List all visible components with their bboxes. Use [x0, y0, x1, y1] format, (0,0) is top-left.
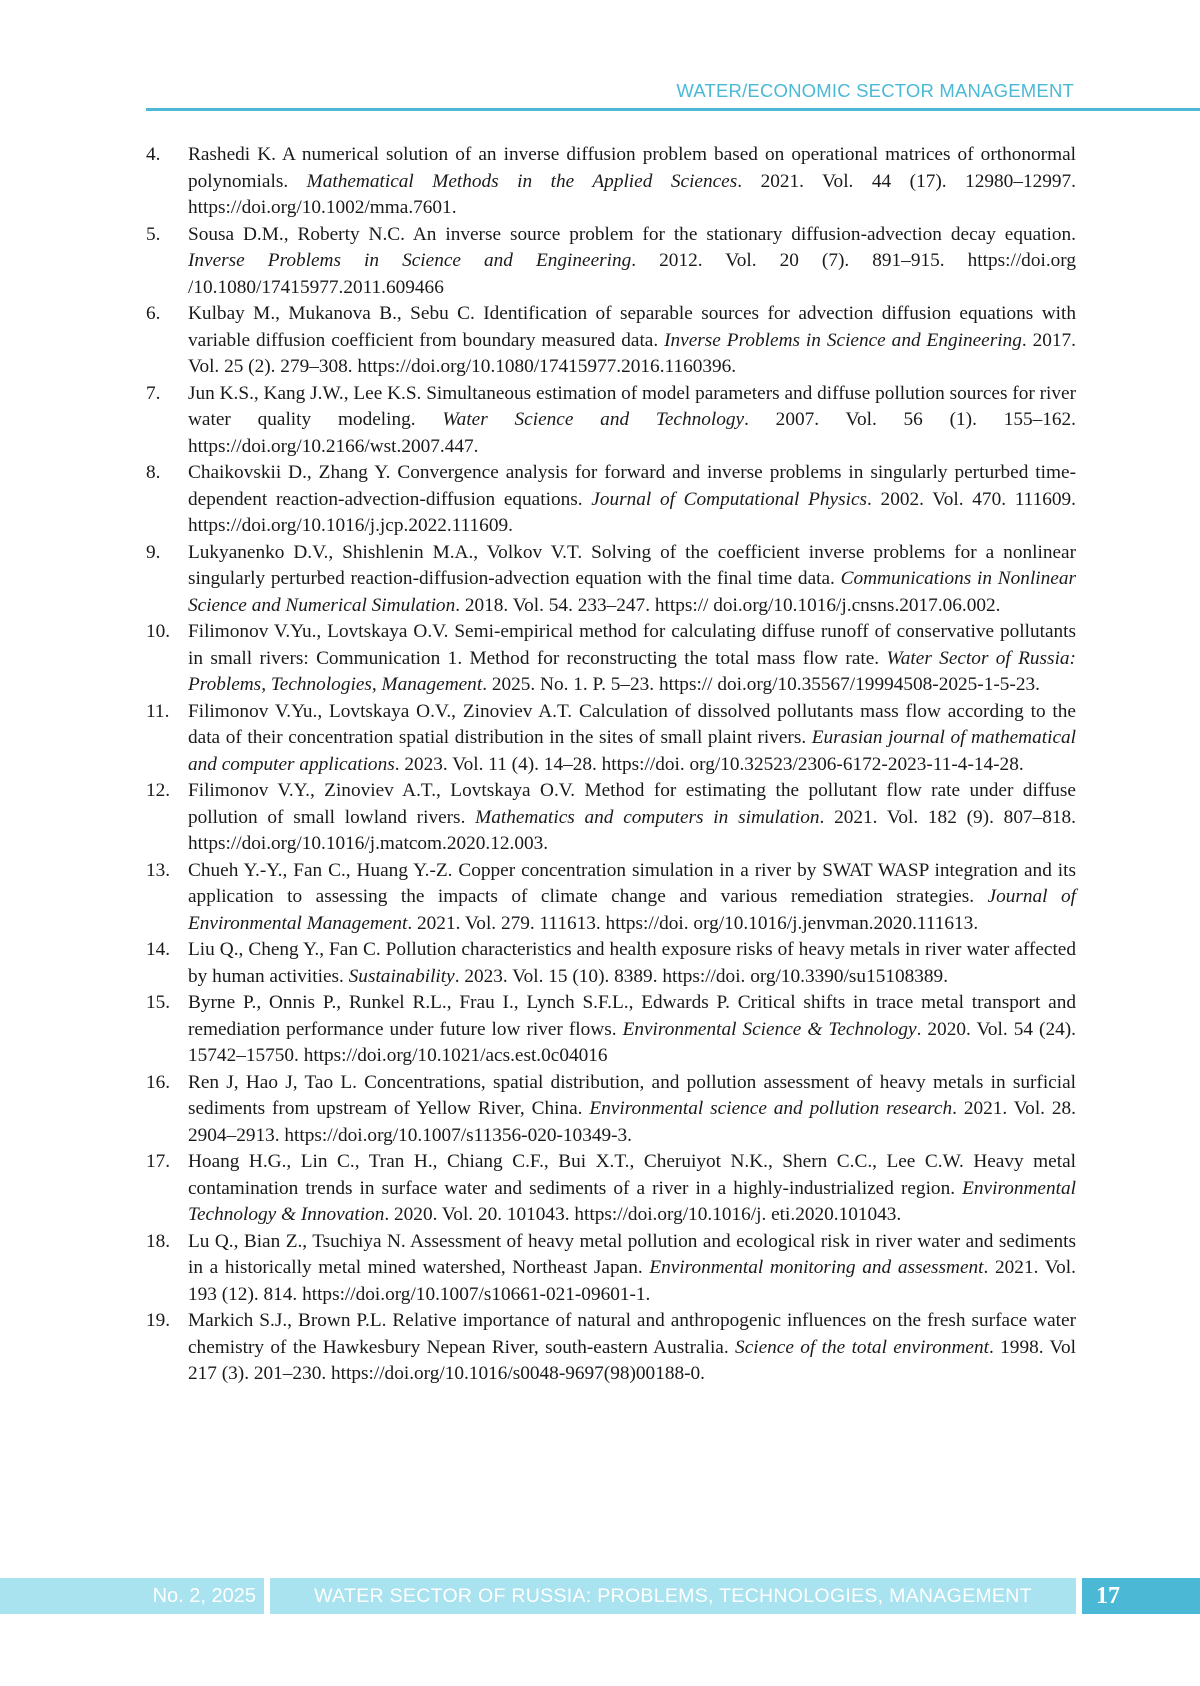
- reference-text: Filimonov V.Yu., Lovtskaya O.V., Zinoviev A.T. Calculation of dissolved pollutants mass flow according to the data of their concentration spatial distribution in the sites of small plaint rivers.: [188, 700, 1076, 748]
- reference-item: [146, 1149, 1076, 1229]
- reference-journal: Sustainability: [348, 965, 455, 987]
- reference-journal: Mathematical Methods in the Applied Sciences: [306, 170, 738, 192]
- reference-text: Lu Q., Bian Z., Tsuchiya N. Assessment of heavy metal pollution and ecological risk in river water and sediments in a historically metal mined watershed, Northeast Japan.: [188, 1230, 1076, 1278]
- reference-journal: Journal of Computational Physics: [591, 488, 868, 510]
- reference-number: 12.: [146, 780, 171, 801]
- reference-item: [146, 460, 1076, 540]
- reference-number: 11.: [146, 700, 170, 722]
- reference-journal: Science of the total environment: [735, 1336, 989, 1358]
- page-footer: [0, 1578, 1200, 1614]
- reference-item: [146, 990, 1076, 1070]
- reference-text: Liu Q., Cheng Y., Fan C. Pollution characteristics and health exposure risks of heavy metals in river water affected by human activities.: [188, 939, 1076, 987]
- reference-number: 6.: [146, 303, 161, 324]
- reference-number: 5.: [146, 223, 161, 245]
- reference-item: [146, 142, 1076, 222]
- reference-details: . 2020. Vol. 20. 101043. https://doi.org/10.1016/j. eti.2020.101043.: [384, 1204, 902, 1225]
- page-number: 17: [1082, 1578, 1200, 1614]
- reference-details: . 2002. Vol. 470. 111609. https://doi.org/10.1016/j.jcp.2022.111609.: [188, 488, 1076, 536]
- reference-text: Byrne P., Onnis P., Runkel R.L., Frau I., Lynch S.F.L., Edwards P. Critical shifts in trace metal transport and remediation performance under future low river flows.: [188, 992, 1076, 1040]
- reference-journal: Environmental science and pollution research: [589, 1098, 953, 1119]
- reference-details: . 2020. Vol. 54 (24). 15742–15750. https://doi.org/10.1021/acs.est.0c04016: [188, 1018, 1076, 1066]
- reference-number: 7.: [146, 382, 161, 404]
- reference-details: . 2021. Vol. 193 (12). 814. https://doi.org/10.1007/s10661-021-09601-1.: [188, 1257, 1076, 1305]
- reference-journal: Environmental Science & Technology: [622, 1018, 917, 1040]
- reference-text: Jun K.S., Kang J.W., Lee K.S. Simultaneous estimation of model parameters and diffuse pollution sources for river water quality modeling.: [188, 382, 1076, 430]
- reference-journal: Environmental Technology & Innovation: [188, 1177, 1076, 1225]
- reference-item: [146, 1229, 1076, 1309]
- issue-label: No. 2, 2025: [0, 1578, 264, 1614]
- reference-number: 19.: [146, 1310, 171, 1331]
- reference-journal: Mathematics and computers in simulation: [475, 806, 820, 828]
- reference-number: 4.: [146, 144, 161, 165]
- reference-text: Markich S.J., Brown P.L. Relative importance of natural and anthropogenic influences on the fresh surface water chemistry of the Hawkesbury Nepean River, south-eastern Australia.: [188, 1310, 1076, 1358]
- reference-number: 17.: [146, 1151, 171, 1172]
- reference-number: 16.: [146, 1071, 171, 1093]
- reference-number: 14.: [146, 939, 171, 960]
- reference-text: Kulbay M., Mukanova B., Sebu C. Identification of separable sources for advection diffusion equations with variable diffusion coefficient from boundary measured data.: [188, 303, 1076, 351]
- reference-details: . 2017. Vol. 25 (2). 279–308. https://doi.org/10.1080/17415977.2016.1160396.: [188, 329, 1077, 377]
- reference-details: . 2021. Vol. 279. 111613. https://doi. org/10.1016/j.jenvman.2020.111613.: [407, 912, 979, 934]
- reference-journal: Communications in Nonlinear Science and Numerical Simulation: [188, 568, 1076, 616]
- reference-journal: Environmental monitoring and assessment: [649, 1257, 984, 1278]
- reference-details: . 2021. Vol. 44 (17). 12980–12997. https://doi.org/10.1002/mma.7601.: [188, 170, 1076, 218]
- reference-journal: Inverse Problems in Science and Engineering: [664, 329, 1022, 351]
- reference-details: . 2021. Vol. 28. 2904–2913. https://doi.org/10.1007/s11356-020-10349-3.: [188, 1098, 1076, 1146]
- reference-journal: Journal of Environmental Management: [188, 886, 1076, 934]
- journal-name: WATER SECTOR OF RUSSIA: PROBLEMS, TECHNOLOGIES, MANAGEMENT: [270, 1578, 1076, 1614]
- header-rule: [146, 108, 1200, 111]
- running-header: WATER/ECONOMIC SECTOR MANAGEMENT: [676, 80, 1074, 101]
- reference-number: 8.: [146, 462, 161, 483]
- reference-text: Sousa D.M., Roberty N.C. An inverse source problem for the stationary diffusion-advection decay equation.: [188, 223, 1076, 245]
- reference-text: Hoang H.G., Lin C., Tran H., Chiang C.F., Bui X.T., Cheruiyot N.K., Shern C.C., Lee C.W. Heavy metal contamination trends in surface water and sediments of a river in a highly-industrialized region.: [188, 1151, 1076, 1199]
- reference-item: [146, 301, 1076, 381]
- reference-text: Ren J, Hao J, Tao L. Concentrations, spatial distribution, and pollution assessment of heavy metals in surficial sediments from upstream of Yellow River, China.: [188, 1071, 1076, 1119]
- reference-text: Filimonov V.Yu., Lovtskaya O.V. Semi-empirical method for calculating diffuse runoff of conservative pollutants in small rivers: Communication 1. Method for reconstructing the total mass flow rate.: [188, 621, 1076, 669]
- reference-text: Lukyanenko D.V., Shishlenin M.A., Volkov V.T. Solving of the coefficient inverse problems for a nonlinear singularly perturbed reaction-diffusion-advection equation with the final time data.: [188, 541, 1076, 589]
- reference-details: . 2021. Vol. 182 (9). 807–818. https://doi.org/10.1016/j.matcom.2020.12.003.: [188, 806, 1076, 854]
- reference-item: [146, 1308, 1076, 1388]
- reference-number: 13.: [146, 859, 171, 881]
- reference-number: 15.: [146, 992, 171, 1013]
- reference-text: Chaikovskii D., Zhang Y. Convergence analysis for forward and inverse problems in singularly perturbed time-dependent reaction-advection-diffusion equations.: [188, 462, 1076, 510]
- reference-item: [146, 1070, 1076, 1150]
- reference-journal: Water Sector of Russia: Problems, Technologies, Management: [188, 647, 1076, 695]
- reference-text: Chueh Y.-Y., Fan C., Huang Y.-Z. Copper concentration simulation in a river by SWAT WASP integration and its application to assessing the impacts of climate change and various remediation strategies.: [188, 859, 1076, 907]
- reference-details: . 2023. Vol. 11 (4). 14–28. https://doi. org/10.32523/2306-6172-2023-11-4-14-28.: [394, 753, 1024, 775]
- reference-details: . 2018. Vol. 54. 233–247. https:// doi.org/10.1016/j.cnsns.2017.06.002.: [455, 594, 1001, 616]
- reference-item: [146, 937, 1076, 990]
- reference-details: . 2025. No. 1. P. 5–23. https:// doi.org/10.35567/19994508-2025-1-5-23.: [482, 674, 1040, 695]
- reference-item: [146, 540, 1076, 620]
- reference-details: . 2007. Vol. 56 (1). 155–162. https://doi.org/10.2166/wst.2007.447.: [188, 409, 1077, 457]
- reference-journal: Water Science and Technology: [442, 409, 745, 430]
- reference-number: 10.: [146, 621, 171, 642]
- reference-text: Rashedi K. A numerical solution of an inverse diffusion problem based on operational matrices of orthonormal polynomials.: [188, 144, 1076, 192]
- reference-number: 9.: [146, 541, 161, 563]
- reference-item: [146, 222, 1076, 302]
- reference-list: [146, 142, 1076, 1388]
- reference-details: . 1998. Vol 217 (3). 201–230. https://doi.org/10.1016/s0048-9697(98)00188-0.: [188, 1336, 1076, 1384]
- reference-journal: Eurasian journal of mathematical and computer applications: [188, 727, 1076, 775]
- reference-item: [146, 699, 1076, 779]
- reference-item: [146, 858, 1076, 938]
- reference-item: [146, 381, 1076, 461]
- reference-details: . 2012. Vol. 20 (7). 891–915. https://doi.org /10.1080/17415977.2011.609466: [188, 250, 1076, 298]
- reference-details: . 2023. Vol. 15 (10). 8389. https://doi. org/10.3390/su15108389.: [454, 965, 949, 987]
- reference-number: 18.: [146, 1230, 171, 1252]
- reference-item: [146, 619, 1076, 699]
- reference-journal: Inverse Problems in Science and Engineering: [188, 250, 632, 271]
- reference-item: [146, 778, 1076, 858]
- reference-text: Filimonov V.Y., Zinoviev A.T., Lovtskaya O.V. Method for estimating the pollutant flow rate under diffuse pollution of small lowland rivers.: [188, 780, 1076, 828]
